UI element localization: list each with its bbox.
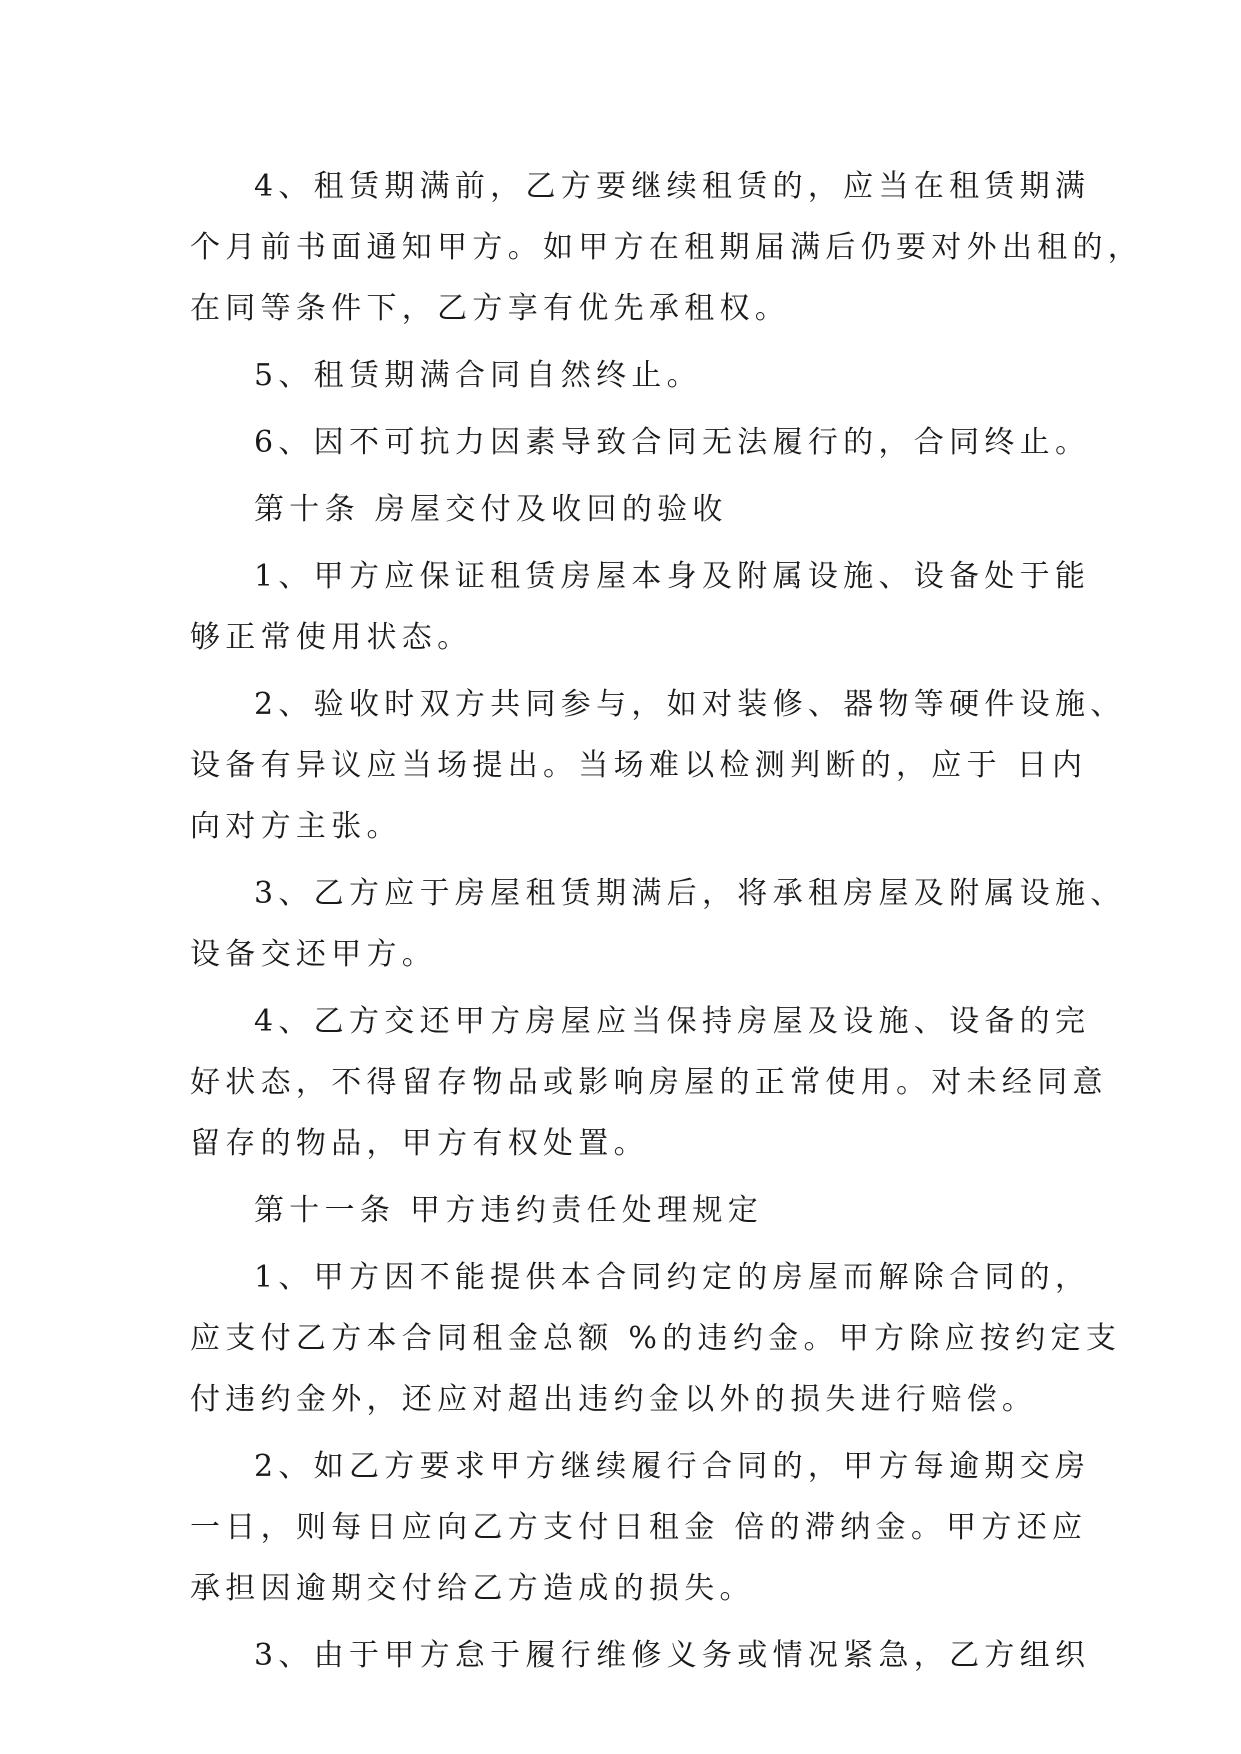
text-line: 第十一条 甲方违约责任处理规定 [254, 1193, 764, 1228]
text-line: 付违约金外，还应对超出违约金以外的损失进行赔偿。 [190, 1382, 1038, 1417]
text-line: 4、租赁期满前，乙方要继续租赁的，应当在租赁期满 [254, 169, 1091, 204]
text-line: 6、因不可抗力因素导致合同无法履行的，合同终止。 [254, 425, 1091, 460]
paragraph [190, 479, 1090, 540]
text-line: 1、甲方应保证租赁房屋本身及附属设施、设备处于能 [254, 559, 1091, 594]
text-line: 1、甲方因不能提供本合同约定的房屋而解除合同的， [254, 1260, 1091, 1295]
paragraph [190, 991, 1108, 1174]
paragraph [190, 412, 1090, 473]
text-line: 好状态，不得留存物品或影响房屋的正常使用。对未经同意 [190, 1065, 1108, 1100]
text-line: 设备有异议应当场提出。当场难以检测判断的，应于 日内 [190, 748, 1088, 783]
paragraph [190, 674, 1126, 857]
text-line: 5、租赁期满合同自然终止。 [254, 358, 702, 393]
text-line: 2、验收时双方共同参与，如对装修、器物等硬件设施、 [254, 687, 1126, 722]
text-line: 一日，则每日应向乙方支付日租金 倍的滞纳金。甲方还应 [190, 1510, 1088, 1545]
text-line: 个月前书面通知甲方。如甲方在租期届满后仍要对外出租的， [190, 230, 1144, 265]
paragraph [190, 345, 1090, 406]
text-line: 应支付乙方本合同租金总额 %的违约金。甲方除应按约定支 [190, 1321, 1122, 1356]
paragraph [190, 1625, 1090, 1686]
text-line: 设备交还甲方。 [190, 937, 438, 972]
text-line: 第十条 房屋交付及收回的验收 [254, 492, 728, 527]
paragraph [190, 546, 1090, 668]
text-line: 4、乙方交还甲方房屋应当保持房屋及设施、设备的完 [254, 1004, 1091, 1039]
paragraph [190, 156, 1144, 339]
text-line: 3、乙方应于房屋租赁期满后，将承租房屋及附属设施、 [254, 876, 1126, 911]
paragraph [190, 863, 1126, 985]
text-line: 3、由于甲方怠于履行维修义务或情况紧急，乙方组织 [254, 1638, 1091, 1673]
paragraph [190, 1436, 1090, 1619]
document-body [190, 156, 1144, 1686]
text-line: 向对方主张。 [190, 809, 402, 844]
text-line: 在同等条件下，乙方享有优先承租权。 [190, 291, 791, 326]
paragraph [190, 1180, 1090, 1241]
text-line: 够正常使用状态。 [190, 620, 473, 655]
text-line: 2、如乙方要求甲方继续履行合同的，甲方每逾期交房 [254, 1449, 1091, 1484]
paragraph [190, 1247, 1122, 1430]
text-line: 留存的物品，甲方有权处置。 [190, 1126, 649, 1161]
text-line: 承担因逾期交付给乙方造成的损失。 [190, 1571, 755, 1606]
